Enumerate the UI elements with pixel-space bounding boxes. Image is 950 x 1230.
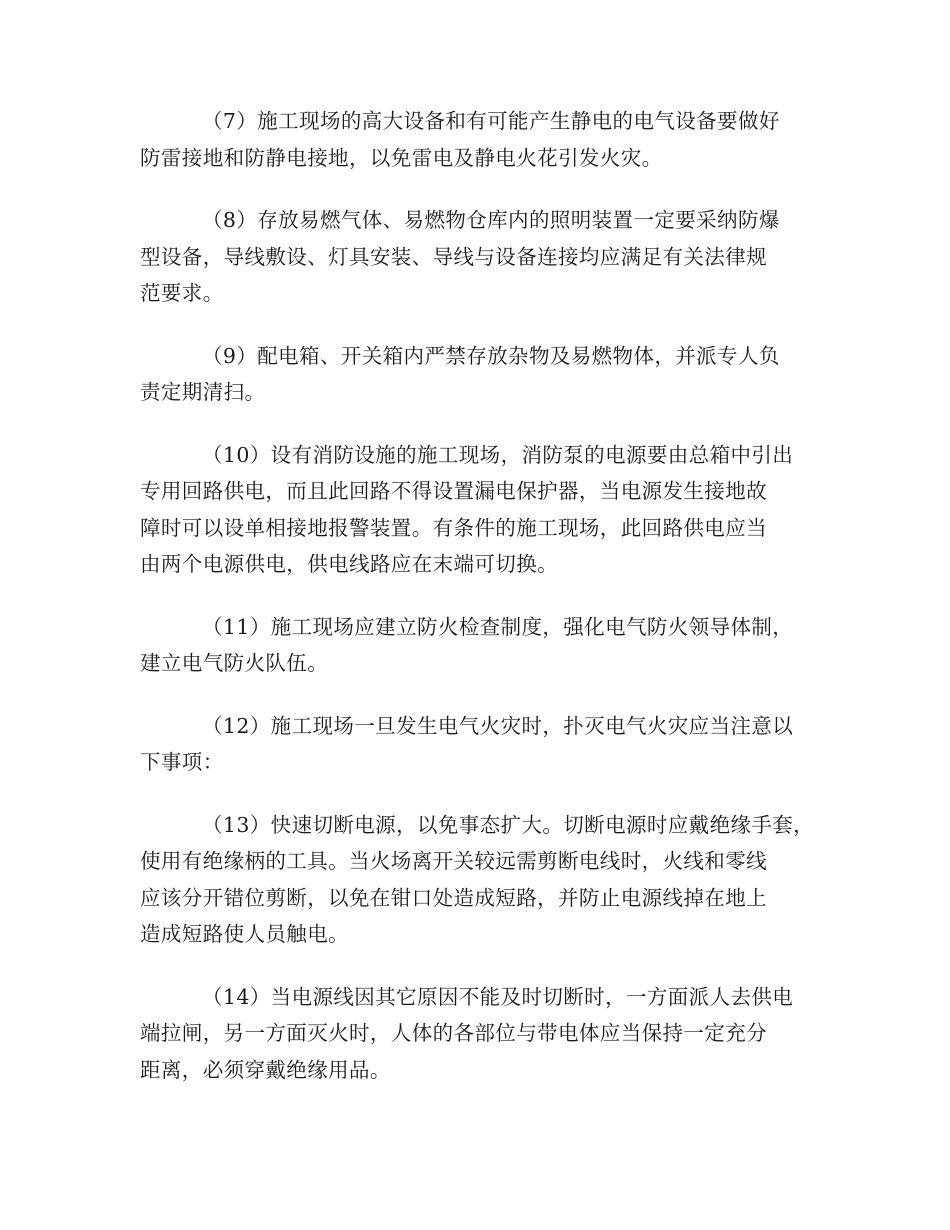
paragraph-line: 专用回路供电，而且此回路不得设置漏电保护器，当电源发生接地故	[140, 479, 767, 503]
paragraph-line: 范要求。	[140, 281, 224, 305]
paragraph-14	[140, 979, 820, 1089]
paragraph-line: 端拉闸，另一方面灭火时，人体的各部位与带电体应当保持一定充分	[140, 1021, 767, 1045]
paragraph-line: （13）快速切断电源，以免事态扩大。切断电源时应戴绝缘手套，	[202, 812, 815, 837]
paragraph-line: 型设备，导线敷设、灯具安装、导线与设备连接均应满足有关法律规	[140, 244, 767, 269]
paragraph-line: 造成短路使人员触电。	[140, 922, 349, 946]
paragraph-line: （11）施工现场应建立防火检查制度，强化电气防火领导体制，	[202, 614, 794, 639]
paragraph-line: 使用有绝缘柄的工具。当火场离开关较远需剪断电线时，火线和零线	[140, 849, 767, 873]
paragraph-line: 建立电气防火队伍。	[140, 651, 329, 675]
paragraph-7	[140, 103, 820, 176]
paragraph-line: 下事项：	[140, 750, 224, 774]
paragraph-12	[140, 708, 820, 781]
paragraph-line: 应该分开错位剪断，以免在钳口处造成短路，并防止电源线掉在地上	[140, 885, 767, 910]
paragraph-line: 距离，必须穿戴绝缘用品。	[140, 1057, 391, 1082]
paragraph-line: （9）配电箱、开关箱内严禁存放杂物及易燃物体，并派专人负	[202, 343, 780, 368]
paragraph-line: 责定期清扫。	[140, 380, 266, 404]
paragraph-8	[140, 202, 820, 312]
paragraph-line: （14）当电源线因其它原因不能及时切断时，一方面派人去供电	[202, 984, 794, 1009]
paragraph-line: 障时可以设单相接地报警装置。有条件的施工现场，此回路供电应当	[140, 515, 767, 540]
paragraph-line: 防雷接地和防静电接地，以免雷电及静电火花引发火灾。	[140, 145, 663, 170]
paragraph-line: （12）施工现场一旦发生电气火灾时，扑灭电气火灾应当注意以	[202, 713, 794, 738]
paragraph-9	[140, 338, 820, 411]
document-body	[140, 103, 820, 1114]
paragraph-line: （10）设有消防设施的施工现场，消防泵的电源要由总箱中引出	[202, 442, 794, 467]
paragraph-11	[140, 609, 820, 682]
paragraph-line: （7）施工现场的高大设备和有可能产生静电的电气设备要做好	[202, 109, 780, 133]
paragraph-line: （8）存放易燃气体、易燃物仓库内的照明装置一定要采纳防爆	[202, 208, 780, 232]
paragraph-10	[140, 437, 820, 583]
paragraph-line: 由两个电源供电，供电线路应在末端可切换。	[140, 552, 558, 576]
paragraph-13	[140, 807, 820, 953]
